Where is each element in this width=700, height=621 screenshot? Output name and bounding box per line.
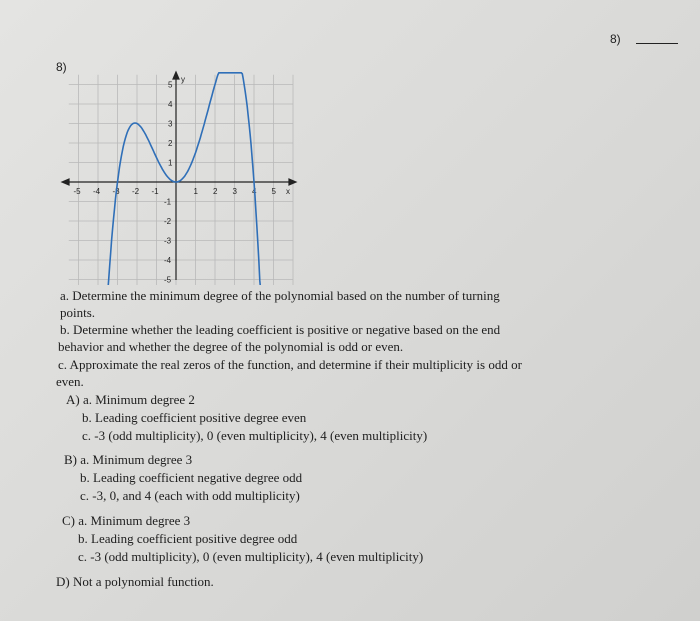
x-tick-label: -4 xyxy=(93,187,101,196)
prompt-c-line2: even. xyxy=(56,374,84,389)
graph-axes xyxy=(62,72,296,280)
prompt-a-line1: a. Determine the minimum degree of the polynomial based on the number of turning xyxy=(60,288,500,303)
y-tick-label: 5 xyxy=(168,80,173,90)
y-axis-arrow xyxy=(173,72,179,79)
y-tick-label: -4 xyxy=(164,256,172,265)
answer-blank[interactable] xyxy=(636,43,678,44)
prompt-a-line2: points. xyxy=(60,305,96,320)
x-tick-label: 5 xyxy=(271,187,276,196)
x-tick-label: -2 xyxy=(132,187,140,196)
x-tick-label: -3 xyxy=(112,187,120,196)
y-tick-label: 2 xyxy=(168,139,173,148)
y-tick-label: -2 xyxy=(164,217,172,226)
y-tick-label: 3 xyxy=(168,119,173,129)
y-tick-label: 1 xyxy=(168,158,173,168)
x-axis-left-arrow xyxy=(62,179,69,185)
x-axis-arrow xyxy=(289,179,296,185)
option-c-part-c: c. -3 (odd multiplicity), 0 (even multiplicity), 4 (even multiplicity) xyxy=(78,549,424,564)
option-a-part-a[interactable]: A) a. Minimum degree 2 xyxy=(66,392,195,407)
y-tick-label: -3 xyxy=(164,236,172,246)
x-tick-label: 1 xyxy=(193,187,198,196)
option-b-part-a[interactable]: B) a. Minimum degree 3 xyxy=(64,452,193,467)
prompt-b-line2: behavior and whether the degree of the polynomial is odd or even. xyxy=(58,339,404,354)
y-tick-label: -1 xyxy=(164,197,172,207)
prompt-b-line1: b. Determine whether the leading coefficient is positive or negative based on the end xyxy=(60,322,501,337)
option-b-part-c: c. -3, 0, and 4 (each with odd multiplicity) xyxy=(80,488,300,503)
y-tick-label: 4 xyxy=(168,100,173,109)
prompt-c-line1: c. Approximate the real zeros of the function, and determine if their multiplicity is odd or xyxy=(58,357,522,372)
x-tick-label: -1 xyxy=(151,187,159,196)
option-d[interactable]: D) Not a polynomial function. xyxy=(56,574,214,589)
y-axis-label: y xyxy=(181,75,185,84)
option-c-part-a[interactable]: C) a. Minimum degree 3 xyxy=(62,513,191,528)
polynomial-curve xyxy=(107,73,261,285)
x-tick-label: 2 xyxy=(213,187,218,196)
option-c-part-b: b. Leading coefficient positive degree odd xyxy=(78,531,298,546)
question-number-left: 8) xyxy=(56,60,67,74)
x-axis-label: x xyxy=(286,187,290,196)
x-tick-label: 3 xyxy=(232,187,237,196)
y-tick-label: -5 xyxy=(164,275,172,285)
polynomial-graph xyxy=(60,70,305,285)
option-a-part-b: b. Leading coefficient positive degree even xyxy=(82,410,307,425)
option-b-part-b: b. Leading coefficient negative degree odd xyxy=(80,470,303,485)
x-tick-label: -5 xyxy=(73,187,81,196)
x-tick-label: 4 xyxy=(252,187,257,196)
question-number-top: 8) xyxy=(610,32,621,46)
option-a-part-c: c. -3 (odd multiplicity), 0 (even multiplicity), 4 (even multiplicity) xyxy=(82,428,428,443)
